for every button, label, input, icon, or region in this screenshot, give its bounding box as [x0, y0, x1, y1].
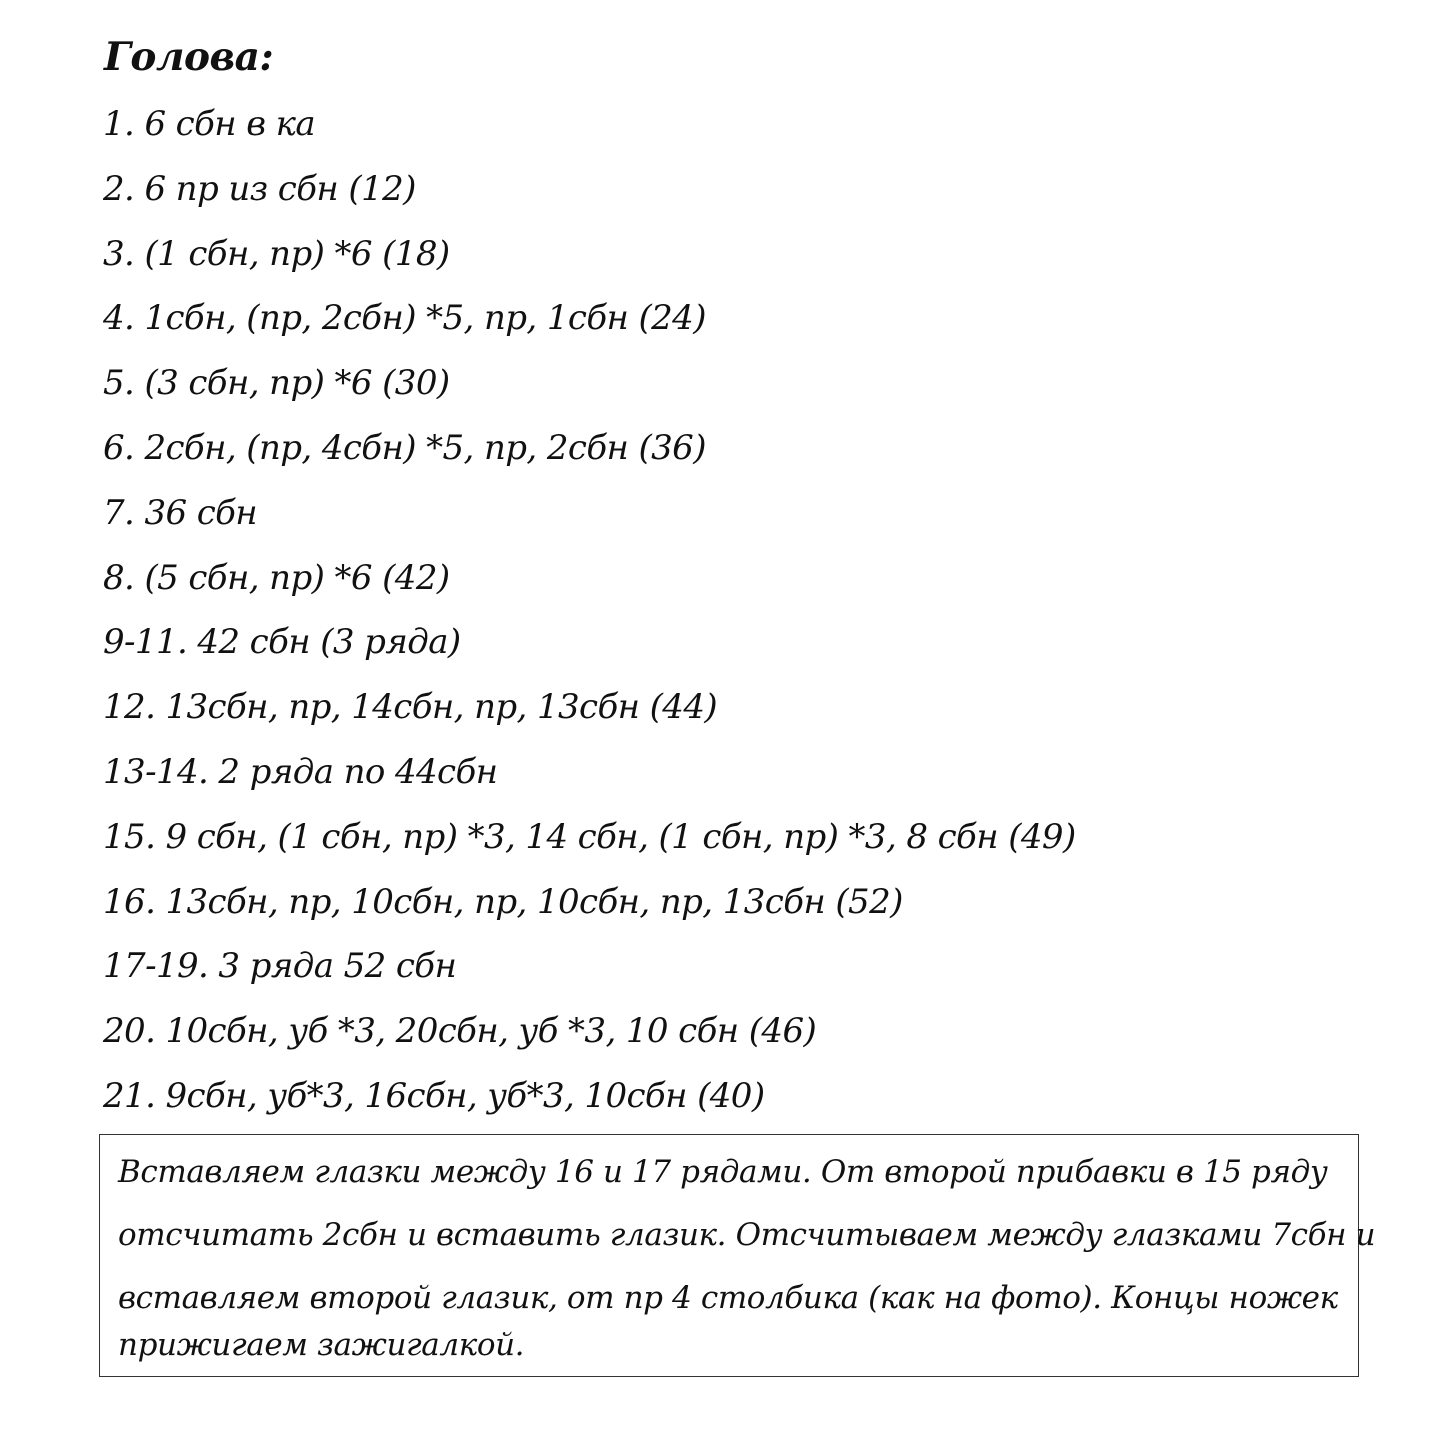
row-instruction: 6. 2сбн, (пр, 4сбн) *5, пр, 2сбн (36) [103, 427, 706, 468]
row-instruction: 15. 9 сбн, (1 сбн, пр) *3, 14 сбн, (1 сбн, пр) *3, 8 сбн (49) [103, 816, 1076, 857]
note-line: вставляем второй глазик, от пр 4 столбика (как на фото). Концы ножек [118, 1280, 1338, 1316]
row-instruction: 2. 6 пр из сбн (12) [103, 168, 416, 209]
row-instruction: 16. 13сбн, пр, 10сбн, пр, 10сбн, пр, 13сбн (52) [103, 881, 903, 922]
note-line: прижигаем зажигалкой. [118, 1327, 525, 1363]
note-line: отсчитать 2сбн и вставить глазик. Отсчитываем между глазками 7сбн и [118, 1217, 1376, 1253]
row-instruction: 20. 10сбн, уб *3, 20сбн, уб *3, 10 сбн (46) [103, 1011, 817, 1052]
note-box [99, 1134, 1376, 1377]
note-text [118, 1141, 1376, 1377]
row-instruction: 12. 13сбн, пр, 14сбн, пр, 13сбн (44) [103, 687, 718, 728]
row-instruction: 7. 36 сбн [103, 492, 258, 533]
row-instruction: 8. (5 сбн, пр) *6 (42) [103, 557, 450, 598]
row-instructions-list [103, 98, 1076, 1135]
note-line: Вставляем глазки между 16 и 17 рядами. От второй прибавки в 15 ряду [118, 1154, 1328, 1190]
row-instruction: 21. 9сбн, уб*3, 16сбн, уб*3, 10сбн (40) [103, 1075, 765, 1116]
row-instruction: 4. 1сбн, (пр, 2сбн) *5, пр, 1сбн (24) [103, 298, 706, 339]
row-instruction: 9-11. 42 сбн (3 ряда) [103, 622, 461, 663]
row-instruction: 1. 6 сбн в ка [103, 104, 316, 144]
row-instruction: 3. (1 сбн, пр) *6 (18) [103, 233, 450, 274]
row-instruction: 17-19. 3 ряда 52 сбн [103, 946, 457, 987]
row-instruction: 5. (3 сбн, пр) *6 (30) [103, 363, 450, 404]
section-title: Голова: [104, 34, 274, 80]
row-instruction: 13-14. 2 ряда по 44сбн [103, 751, 498, 792]
